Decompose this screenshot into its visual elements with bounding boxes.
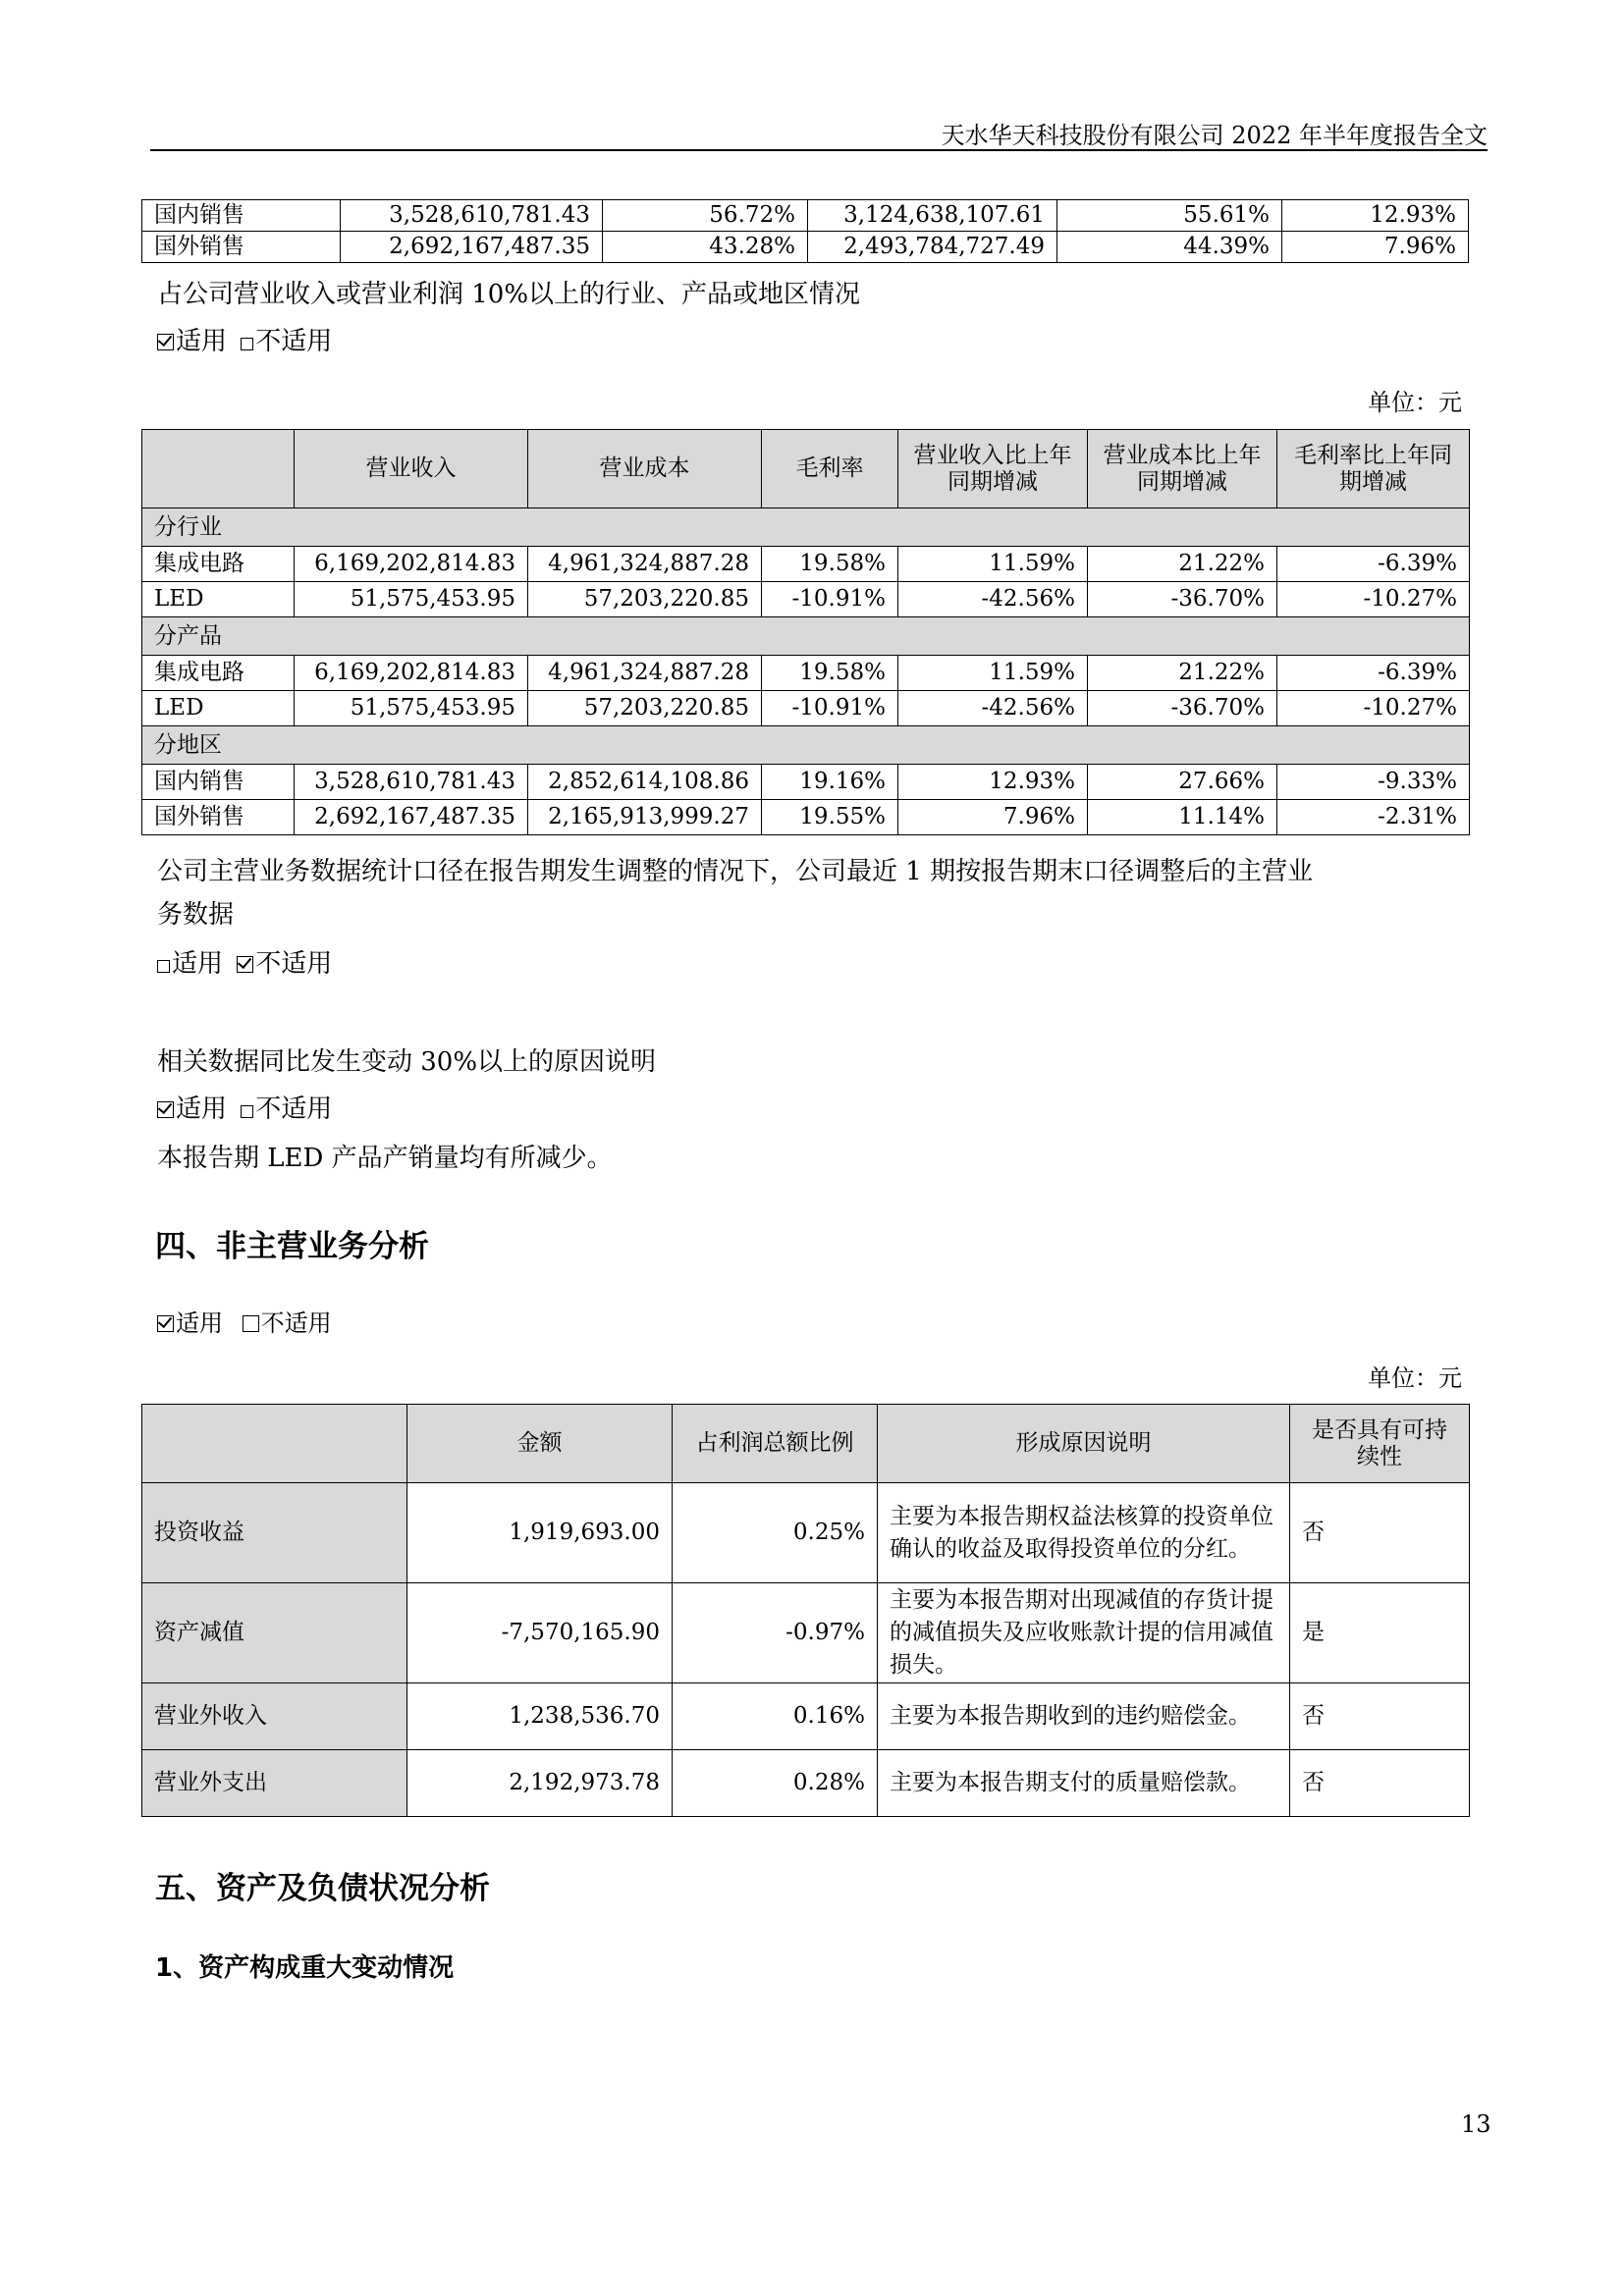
cell: 2,692,167,487.35 [295,800,528,835]
cell: 3,124,638,107.61 [808,200,1057,232]
header-cell: 形成原因说明 [878,1405,1290,1483]
not-applicable-label: 不适用 [255,949,333,979]
main-business-table [141,429,1470,835]
cell: -10.91% [762,582,898,617]
group-label: 分行业 [142,508,1470,547]
cell: 国内销售 [142,200,341,232]
cell: -42.56% [898,691,1088,726]
change-note: 本报告期 LED 产品产销量均有所减少。 [157,1144,613,1173]
table-row [142,1683,1470,1750]
header-cell: 营业成本 [528,430,762,508]
cell: -10.27% [1277,691,1470,726]
not-applicable-label: 不适用 [255,1095,333,1124]
cell: 集成电路 [142,547,295,582]
cell: 2,192,973.78 [407,1750,673,1817]
cell: -9.33% [1277,765,1470,800]
cell: 2,165,913,999.27 [528,800,762,835]
cell: -10.91% [762,691,898,726]
adjust-para-line1: 公司主营业务数据统计口径在报告期发生调整的情况下，公司最近 1 期按报告期末口径调整后的主营业 [157,857,1314,886]
header-cell: 毛利率 [762,430,898,508]
top-region-table [141,199,1469,263]
group-row [142,617,1470,656]
cell: 19.55% [762,800,898,835]
group-row [142,508,1470,547]
cell: 否 [1290,1683,1470,1750]
page-header [150,114,1488,151]
cell: -36.70% [1088,691,1277,726]
cell: LED [142,691,295,726]
row-label: 投资收益 [142,1483,407,1583]
applicable-label: 适用 [176,1095,228,1124]
cell: 主要为本报告期收到的违约赔偿金。 [878,1683,1290,1750]
cell: -10.27% [1277,582,1470,617]
cell: 集成电路 [142,656,295,691]
cell: -7,570,165.90 [407,1583,673,1683]
cell: 3,528,610,781.43 [295,765,528,800]
cell: 1,919,693.00 [407,1483,673,1583]
header-title: 天水华天科技股份有限公司 2022 年半年度报告全文 [941,122,1488,149]
cell: 4,961,324,887.28 [528,547,762,582]
group-label: 分地区 [142,726,1470,765]
unchecked-box-icon [243,1315,259,1332]
header-cell: 是否具有可持续性 [1290,1405,1470,1483]
cell: 44.39% [1057,232,1282,263]
section-5-title: 五、资产及负债状况分析 [155,1871,490,1906]
cell: -2.31% [1277,800,1470,835]
cell: 7.96% [1282,232,1469,263]
table-header-row [142,430,1470,508]
cell: 0.25% [673,1483,878,1583]
cell: 国外销售 [142,232,341,263]
applicable-label: 适用 [176,327,228,356]
header-cell: 占利润总额比例 [673,1405,878,1483]
change-para-title: 相关数据同比发生变动 30%以上的原因说明 [157,1047,657,1077]
cell: 19.58% [762,547,898,582]
cell: -6.39% [1277,656,1470,691]
cell: 57,203,220.85 [528,691,762,726]
cell: -42.56% [898,582,1088,617]
applicable-row-1 [157,320,332,363]
applicable-label: 适用 [172,949,224,979]
header-cell-empty [142,430,295,508]
cell: 1,238,536.70 [407,1683,673,1750]
cell: 51,575,453.95 [295,691,528,726]
cell: 55.61% [1057,200,1282,232]
cell: 主要为本报告期对出现减值的存货计提的减值损失及应收账款计提的信用减值损失。 [878,1583,1290,1683]
not-applicable-label: 不适用 [255,327,333,356]
table-row [142,1583,1470,1683]
unchecked-box-icon [241,1105,253,1118]
table-row [142,547,1470,582]
cell: 否 [1290,1483,1470,1583]
header-cell: 金额 [407,1405,673,1483]
header-cell: 营业成本比上年同期增减 [1088,430,1277,508]
cell: 6,169,202,814.83 [295,656,528,691]
cell: 21.22% [1088,656,1277,691]
unchecked-box-icon [241,338,253,350]
cell: 主要为本报告期支付的质量赔偿款。 [878,1750,1290,1817]
cell: LED [142,582,295,617]
table-row [142,200,1469,232]
table-row [142,765,1470,800]
section-10pct-title: 占公司营业收入或营业利润 10%以上的行业、产品或地区情况 [157,280,861,309]
table-row [142,1483,1470,1583]
row-label: 资产减值 [142,1583,407,1683]
row-label: 营业外支出 [142,1750,407,1817]
cell: 国外销售 [142,800,295,835]
checked-box-icon [157,1101,174,1118]
cell: 主要为本报告期权益法核算的投资单位确认的收益及取得投资单位的分红。 [878,1483,1290,1583]
cell: 11.59% [898,547,1088,582]
cell: 国内销售 [142,765,295,800]
cell: 7.96% [898,800,1088,835]
cell: 57,203,220.85 [528,582,762,617]
header-cell: 毛利率比上年同期增减 [1277,430,1470,508]
adjust-para-line2: 务数据 [157,900,235,930]
unchecked-box-icon [157,960,170,973]
cell: -0.97% [673,1583,878,1683]
cell: 43.28% [603,232,808,263]
cell: 是 [1290,1583,1470,1683]
table-row [142,1750,1470,1817]
cell: 0.16% [673,1683,878,1750]
unit-label: 单位：元 [1368,389,1462,416]
cell: 2,692,167,487.35 [341,232,603,263]
table-row [142,232,1469,263]
table-row [142,656,1470,691]
group-label: 分产品 [142,617,1470,656]
table-row [142,691,1470,726]
cell: -36.70% [1088,582,1277,617]
cell: -6.39% [1277,547,1470,582]
table-header-row [142,1405,1470,1483]
cell: 12.93% [898,765,1088,800]
cell: 否 [1290,1750,1470,1817]
header-cell: 营业收入比上年同期增减 [898,430,1088,508]
cell: 0.28% [673,1750,878,1817]
not-applicable-label: 不适用 [260,1309,332,1337]
applicable-row-3 [157,1088,332,1131]
checked-box-icon [157,1315,174,1332]
group-row [142,726,1470,765]
table-row [142,800,1470,835]
applicable-row-4 [157,1302,332,1345]
section-4-title: 四、非主营业务分析 [155,1229,429,1264]
cell: 11.59% [898,656,1088,691]
row-label: 营业外收入 [142,1683,407,1750]
header-cell: 营业收入 [295,430,528,508]
applicable-label: 适用 [176,1309,223,1337]
table-row [142,582,1470,617]
cell: 4,961,324,887.28 [528,656,762,691]
applicable-row-2 [157,942,332,986]
cell: 6,169,202,814.83 [295,547,528,582]
cell: 2,852,614,108.86 [528,765,762,800]
cell: 19.16% [762,765,898,800]
non-main-business-table [141,1404,1470,1817]
header-cell-empty [142,1405,407,1483]
unit-label-2: 单位：元 [1368,1364,1462,1392]
cell: 27.66% [1088,765,1277,800]
cell: 51,575,453.95 [295,582,528,617]
cell: 3,528,610,781.43 [341,200,603,232]
cell: 21.22% [1088,547,1277,582]
cell: 12.93% [1282,200,1469,232]
checked-box-icon [237,956,253,973]
checked-box-icon [157,334,174,350]
cell: 19.58% [762,656,898,691]
cell: 56.72% [603,200,808,232]
cell: 2,493,784,727.49 [808,232,1057,263]
cell: 11.14% [1088,800,1277,835]
page-number: 13 [1461,2110,1491,2138]
section-5-sub1: 1、资产构成重大变动情况 [155,1953,455,1983]
